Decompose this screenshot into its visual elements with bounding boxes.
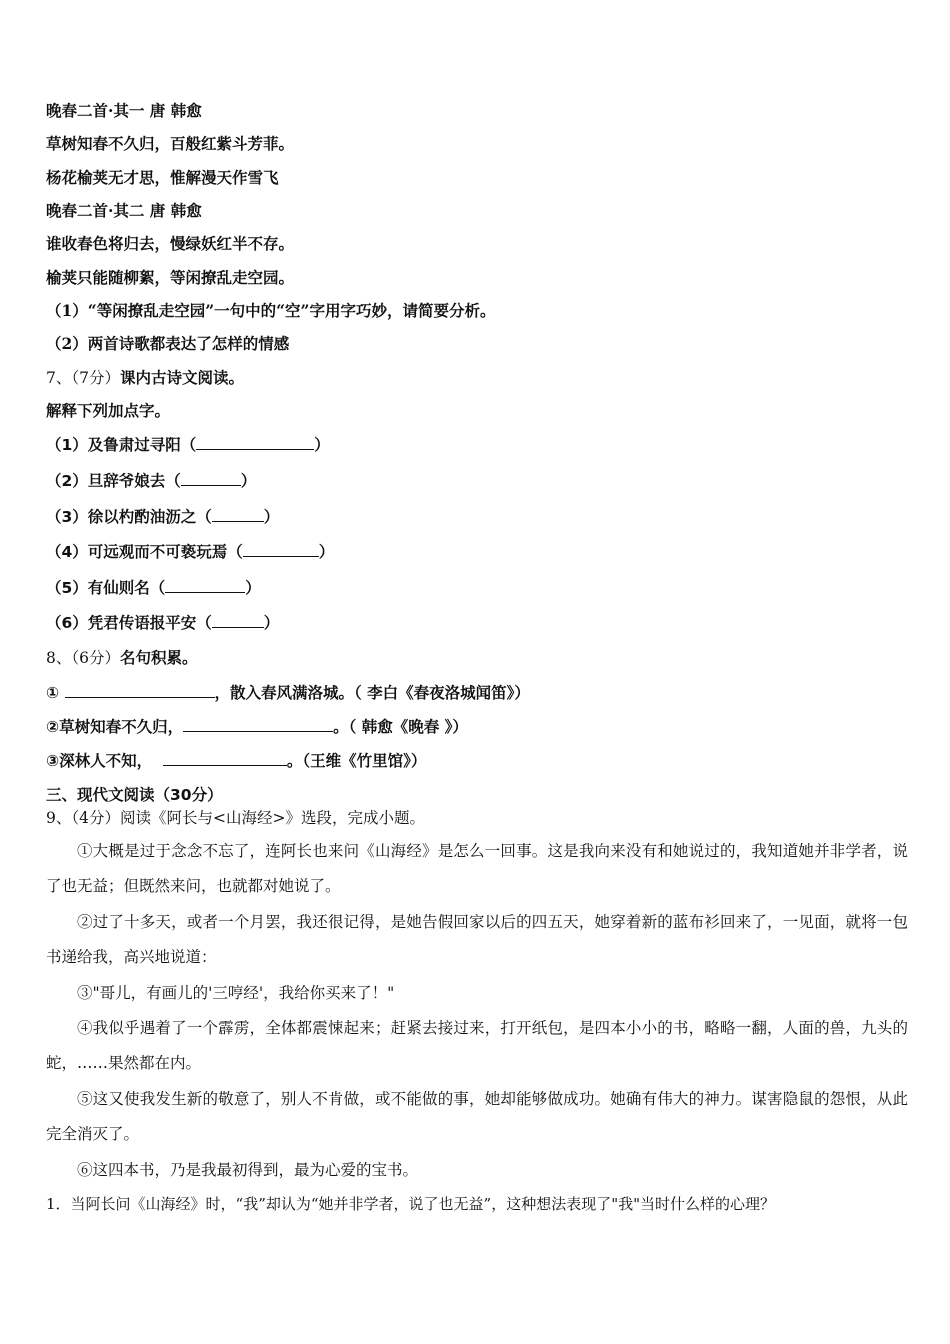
poem2-title: 晚春二首·其二 唐 韩愈 xyxy=(46,201,202,220)
passage-paragraph: ③"哥儿，有画儿的'三哼经'，我给你买来了！" xyxy=(77,984,395,1002)
q7-item xyxy=(46,612,279,633)
poem2-line2: 榆荚只能随柳絮，等闲撩乱走空园。 xyxy=(46,268,295,287)
q7-item xyxy=(46,506,279,527)
q8-item-prefix: ②草树知春不久归， xyxy=(46,718,184,736)
q7-item-text: （6）凭君传语报平安（ xyxy=(46,614,212,632)
passage-paragraph: ⑤这又使我发生新的敬意了，别人不肯做，或不能做的事，她却能够做成功。她确有伟大的神力。谋害隐鼠的怨恨，从此完全消灭了。 xyxy=(46,1090,908,1143)
poem2-line1: 谁收春色将归去，慢绿妖红半不存。 xyxy=(46,234,295,253)
q6-sub2: （2）两首诗歌都表达了怎样的情感 xyxy=(46,334,290,353)
q9-header: 9、（4分）阅读《阿长与<山海经>》选段，完成小题。 xyxy=(46,809,425,827)
q6-sub1: （1）“等闲撩乱走空园”一句中的“空”字用字巧妙，请简要分析。 xyxy=(46,301,496,320)
q7-item-text: （1）及鲁肃过寻阳（ xyxy=(46,436,197,454)
q7-heading xyxy=(46,368,244,388)
q7-item-close: ） xyxy=(240,472,257,490)
q7-instruction: 解释下列加点字。 xyxy=(46,401,171,420)
q7-item-text: （4）可远观而不可亵玩焉（ xyxy=(46,543,243,561)
q7-item-close: ） xyxy=(314,436,330,454)
q7-title: 课内古诗文阅读。 xyxy=(119,368,244,387)
q8-item xyxy=(46,750,426,771)
q8-heading xyxy=(46,648,198,668)
q7-item-close: ） xyxy=(318,543,335,561)
q7-item-text: （3）徐以杓酌油沥之（ xyxy=(46,508,212,526)
q7-item-close: ） xyxy=(245,579,261,597)
answer-blank[interactable] xyxy=(196,434,314,450)
q8-item-prefix: ③深林人不知， xyxy=(46,752,153,770)
answer-blank[interactable] xyxy=(243,541,319,557)
q7-item xyxy=(46,577,261,598)
answer-blank[interactable] xyxy=(212,506,264,522)
poem1-title: 晚春二首·其一 唐 韩愈 xyxy=(46,101,202,120)
passage-paragraph: ⑥这四本书，乃是我最初得到，最为心爱的宝书。 xyxy=(77,1161,419,1179)
q8-item xyxy=(46,682,530,703)
passage-paragraph: ②过了十多天，或者一个月罢，我还很记得，是她告假回家以后的四五天，她穿着新的蓝布衫回来了，一见面，就将一包书递给我，高兴地说道： xyxy=(46,913,908,966)
q8-item-after: 。（王维《竹里馆》） xyxy=(286,752,427,770)
q7-item xyxy=(46,470,256,491)
q7-item-close: ） xyxy=(263,614,280,632)
q8-item-after: 。（ 韩愈《晚春 》） xyxy=(333,718,468,736)
answer-blank[interactable] xyxy=(65,682,215,698)
poem1-line1: 草树知春不久归，百般红紫斗芳菲。 xyxy=(46,134,295,153)
passage-paragraph: ④我似乎遇着了一个霹雳，全体都震悚起来；赶紧去接过来，打开纸包，是四本小小的书，略略一翻，人面的兽，九头的蛇，……果然都在内。 xyxy=(46,1019,908,1072)
passage-paragraph: ①大概是过于念念不忘了，连阿长也来问《山海经》是怎么一回事。这是我向来没有和她说过的，我知道她并非学者，说了也无益；但既然来问，也就都对她说了。 xyxy=(46,842,908,895)
q7-item-text: （5）有仙则名（ xyxy=(46,579,166,597)
q7-item-close: ） xyxy=(263,508,280,526)
q8-title: 名句积累。 xyxy=(119,648,198,667)
q7-item xyxy=(46,434,330,455)
answer-blank[interactable] xyxy=(183,716,333,732)
q7-item-text: （2）旦辞爷娘去（ xyxy=(46,472,181,490)
q9-question1: 1．当阿长问《山海经》时，“我”却认为“她并非学者，说了也无益”，这种想法表现了"我"当时什么样的心理？ xyxy=(46,1195,776,1213)
q8-item-after: ，散入春风满洛城。（ 李白《春夜洛城闻笛》） xyxy=(214,684,530,702)
answer-blank[interactable] xyxy=(212,612,264,628)
section3-title: 三、现代文阅读（30分） xyxy=(46,786,223,804)
answer-blank[interactable] xyxy=(165,577,245,593)
answer-blank[interactable] xyxy=(181,470,241,486)
q8-item-prefix: ① xyxy=(46,684,60,702)
q7-number: 7、（7分） xyxy=(46,369,120,387)
answer-blank[interactable] xyxy=(163,750,287,766)
poem1-line2: 杨花榆荚无才思，惟解漫天作雪飞 xyxy=(46,168,279,187)
q8-item xyxy=(46,716,468,737)
q7-item xyxy=(46,541,334,562)
q8-number: 8、（6分） xyxy=(46,649,120,667)
